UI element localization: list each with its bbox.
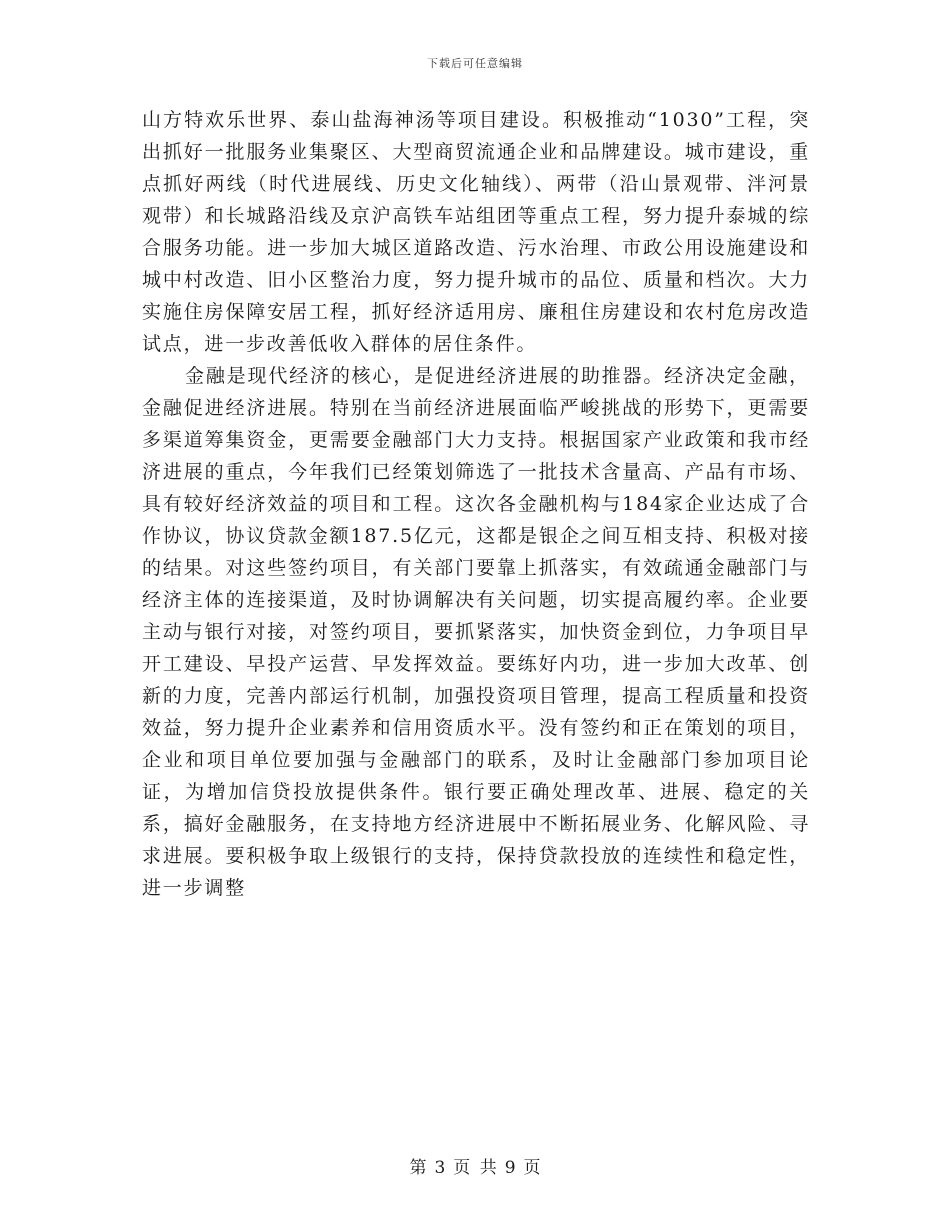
footer-suffix: 页 [523, 1158, 541, 1178]
paragraph-finance: 金融是现代经济的核心，是促进经济进展的助推器。经济决定金融，金融促进经济进展。特别在当前经济进展面临严峻挑战的形势下，更需要多渠道筹集资金，更需要金融部门大力支持。根据国家产业政策和我市经济进展的重点，今年我们已经策划筛选了一批技术含量高、产品有市场、具有较好经济效益的项目和工程。这次各金融机构与184家企业达成了合作协议，协议贷款金额187.5亿元，这都是银企之间互相支持、积极对接的结果。对这些签约项目，有关部门要靠上抓落实，有效疏通金融部门与经济主体的连接渠道，及时协调解决有关问题，切实提高履约率。企业要主动与银行对接，对签约项目，要抓紧落实，加快资金到位，力争项目早开工建设、早投产运营、早发挥效益。要练好内功，进一步加大改革、创新的力度，完善内部运行机制，加强投资项目管理，提高工程质量和投资效益，努力提升企业素养和信用资质水平。没有签约和正在策划的项目，企业和项目单位要加强与金融部门的联系，及时让金融部门参加项目论证，为增加信贷投放提供条件。银行要正确处理改革、进展、稳定的关系，搞好金融服务，在支持地方经济进展中不断拓展业务、化解风险、寻求进展。要积极争取上级银行的支持，保持贷款投放的连续性和稳定性，进一步调整 [142, 365, 810, 899]
page-number-footer [0, 1153, 950, 1178]
footer-middle: 页 共 [453, 1158, 497, 1178]
current-page-number: 3 [434, 1158, 446, 1178]
page-header-note: 下载后可任意编辑 [427, 57, 523, 70]
footer-prefix: 第 [409, 1158, 427, 1178]
document-body [142, 104, 810, 904]
paragraph-continuation: 山方特欢乐世界、泰山盐海神汤等项目建设。积极推动“1030”工程，突出抓好一批服务业集聚区、大型商贸流通企业和品牌建设。城市建设，重点抓好两线（时代进展线、历史文化轴线）、两带（沿山景观带、泮河景观带）和长城路沿线及京沪高铁车站组团等重点工程，努力提升泰城的综合服务功能。进一步加大城区道路改造、污水治理、市政公用设施建设和城中村改造、旧小区整治力度，努力提升城市的品位、质量和档次。大力实施住房保障安居工程，抓好经济适用房、廉租住房建设和农村危房改造试点，进一步改善低收入群体的居住条件。 [142, 109, 810, 355]
total-page-number: 9 [504, 1158, 516, 1178]
